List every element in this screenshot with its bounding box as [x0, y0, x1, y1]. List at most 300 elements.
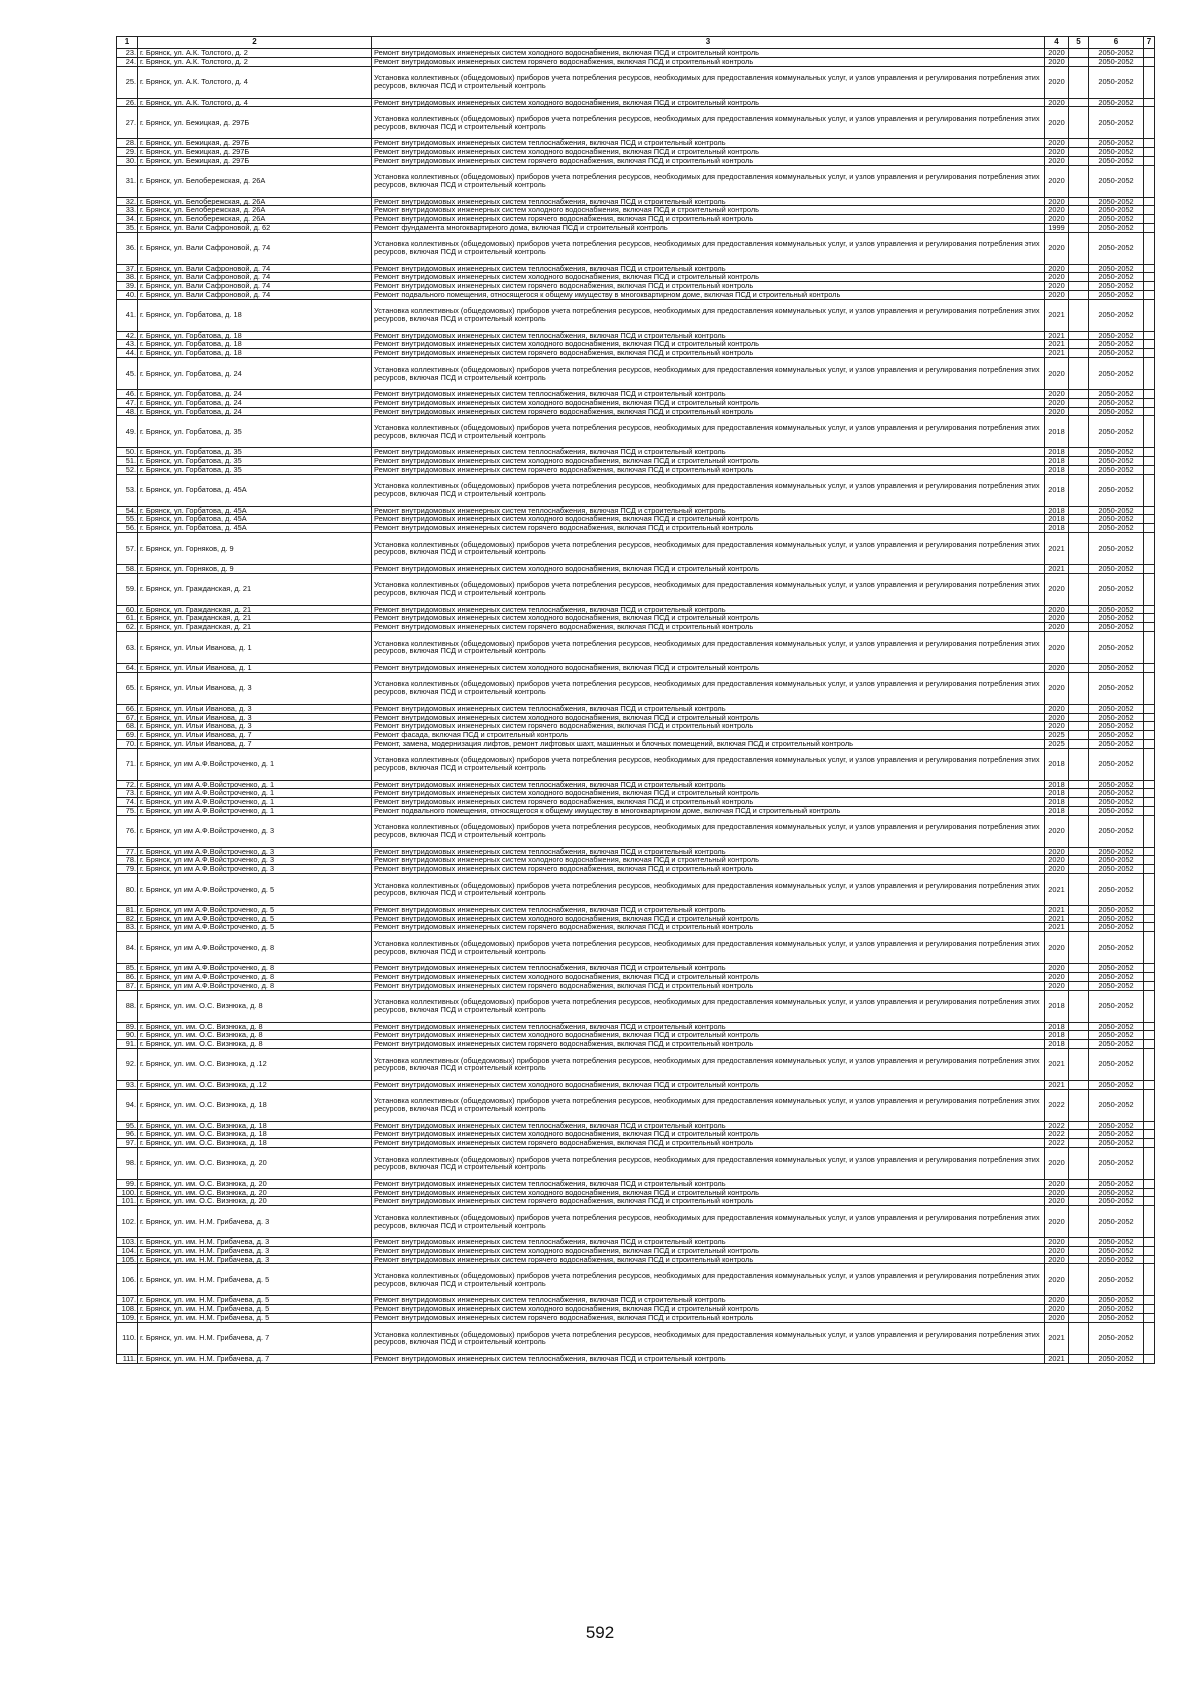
col-5-empty	[1069, 232, 1089, 264]
col-5-empty	[1069, 873, 1089, 905]
col-7-empty	[1144, 206, 1155, 215]
table-row	[117, 1255, 1155, 1264]
col-5-empty	[1069, 156, 1089, 165]
table-row	[117, 66, 1155, 98]
col-5-empty	[1069, 398, 1089, 407]
work-description: Ремонт внутридомовых инженерных систем холодного водоснабжения, включая ПСД и строительный контроль	[372, 148, 1045, 157]
row-number: 60.	[117, 605, 138, 614]
col-7-empty	[1144, 1322, 1155, 1354]
col-7-empty	[1144, 532, 1155, 564]
col-5-empty	[1069, 990, 1089, 1022]
header-cell-5: 5	[1069, 37, 1089, 49]
work-description: Установка коллективных (общедомовых) приборов учета потребления ресурсов, необходимых для предоставления коммунальных услуг, и узлов управления и регулирования потребления этих ресурсов, включая ПСД и строительный контроль	[372, 631, 1045, 663]
address: г. Брянск, ул. им. О.С. Визнюка, д. 18	[138, 1139, 372, 1148]
col-5-empty	[1069, 299, 1089, 331]
row-number: 31.	[117, 165, 138, 197]
col-5-empty	[1069, 107, 1089, 139]
col-5-empty	[1069, 856, 1089, 865]
year-built: 2020	[1045, 407, 1069, 416]
address: г. Брянск, ул. Горняков, д. 9	[138, 564, 372, 573]
year-built: 2020	[1045, 605, 1069, 614]
year-built: 2018	[1045, 416, 1069, 448]
col-7-empty	[1144, 722, 1155, 731]
work-description: Установка коллективных (общедомовых) приборов учета потребления ресурсов, необходимых для предоставления коммунальных услуг, и узлов управления и регулирования потребления этих ресурсов, включая ПСД и строительный контроль	[372, 873, 1045, 905]
year-built: 2020	[1045, 631, 1069, 663]
col-7-empty	[1144, 1022, 1155, 1031]
planned-period: 2050-2052	[1089, 780, 1144, 789]
table-row	[117, 197, 1155, 206]
work-description: Установка коллективных (общедомовых) приборов учета потребления ресурсов, необходимых для предоставления коммунальных услуг, и узлов управления и регулирования потребления этих ресурсов, включая ПСД и строительный контроль	[372, 474, 1045, 506]
header-cell-2: 2	[138, 37, 372, 49]
table-row	[117, 1089, 1155, 1121]
table-row	[117, 215, 1155, 224]
table-row	[117, 340, 1155, 349]
work-description: Установка коллективных (общедомовых) приборов учета потребления ресурсов, необходимых для предоставления коммунальных услуг, и узлов управления и регулирования потребления этих ресурсов, включая ПСД и строительный контроль	[372, 1206, 1045, 1238]
row-number: 44.	[117, 349, 138, 358]
row-number: 77.	[117, 847, 138, 856]
col-5-empty	[1069, 739, 1089, 748]
col-7-empty	[1144, 914, 1155, 923]
table-row	[117, 614, 1155, 623]
row-number: 53.	[117, 474, 138, 506]
col-7-empty	[1144, 964, 1155, 973]
year-built: 2020	[1045, 623, 1069, 632]
table-row	[117, 806, 1155, 815]
col-7-empty	[1144, 506, 1155, 515]
address: г. Брянск, ул. Ильи Иванова, д. 7	[138, 739, 372, 748]
row-number: 80.	[117, 873, 138, 905]
address: г. Брянск, ул. им. Н.М. Грибачева, д. 3	[138, 1255, 372, 1264]
planned-period: 2050-2052	[1089, 873, 1144, 905]
table-row	[117, 932, 1155, 964]
col-7-empty	[1144, 1188, 1155, 1197]
col-7-empty	[1144, 1238, 1155, 1247]
row-number: 57.	[117, 532, 138, 564]
year-built: 2020	[1045, 964, 1069, 973]
col-7-empty	[1144, 981, 1155, 990]
col-5-empty	[1069, 1314, 1089, 1323]
table-row	[117, 290, 1155, 299]
col-7-empty	[1144, 573, 1155, 605]
address: г. Брянск, ул. Ильи Иванова, д. 3	[138, 672, 372, 704]
col-5-empty	[1069, 331, 1089, 340]
row-number: 41.	[117, 299, 138, 331]
col-5-empty	[1069, 282, 1089, 291]
planned-period: 2050-2052	[1089, 1305, 1144, 1314]
planned-period: 2050-2052	[1089, 1206, 1144, 1238]
address: г. Брянск, ул. Ильи Иванова, д. 1	[138, 631, 372, 663]
planned-period: 2050-2052	[1089, 722, 1144, 731]
table-row	[117, 981, 1155, 990]
year-built: 2020	[1045, 273, 1069, 282]
planned-period: 2050-2052	[1089, 573, 1144, 605]
planned-period: 2050-2052	[1089, 1130, 1144, 1139]
address: г. Брянск, ул. Вали Сафроновой, д. 74	[138, 273, 372, 282]
work-description: Установка коллективных (общедомовых) приборов учета потребления ресурсов, необходимых для предоставления коммунальных услуг, и узлов управления и регулирования потребления этих ресурсов, включая ПСД и строительный контроль	[372, 299, 1045, 331]
work-description: Ремонт внутридомовых инженерных систем холодного водоснабжения, включая ПСД и строительный контроль	[372, 614, 1045, 623]
col-5-empty	[1069, 1354, 1089, 1363]
address: г. Брянск, ул. Горбатова, д. 45А	[138, 515, 372, 524]
col-7-empty	[1144, 1080, 1155, 1089]
work-description: Ремонт внутридомовых инженерных систем горячего водоснабжения, включая ПСД и строительный контроль	[372, 798, 1045, 807]
year-built: 2018	[1045, 506, 1069, 515]
work-description: Установка коллективных (общедомовых) приборов учета потребления ресурсов, необходимых для предоставления коммунальных услуг, и узлов управления и регулирования потребления этих ресурсов, включая ПСД и строительный контроль	[372, 416, 1045, 448]
planned-period: 2050-2052	[1089, 847, 1144, 856]
col-7-empty	[1144, 223, 1155, 232]
row-number: 29.	[117, 148, 138, 157]
table-row	[117, 1139, 1155, 1148]
work-description: Ремонт внутридомовых инженерных систем теплоснабжения, включая ПСД и строительный контроль	[372, 1238, 1045, 1247]
row-number: 84.	[117, 932, 138, 964]
address: г. Брянск, ул. Вали Сафроновой, д. 74	[138, 264, 372, 273]
year-built: 2020	[1045, 847, 1069, 856]
planned-period: 2050-2052	[1089, 739, 1144, 748]
table-body	[117, 37, 1155, 1364]
planned-period: 2050-2052	[1089, 223, 1144, 232]
planned-period: 2050-2052	[1089, 1238, 1144, 1247]
address: г. Брянск, ул. им. О.С. Визнюка, д. 18	[138, 1121, 372, 1130]
planned-period: 2050-2052	[1089, 340, 1144, 349]
work-description: Ремонт внутридомовых инженерных систем теплоснабжения, включая ПСД и строительный контроль	[372, 506, 1045, 515]
row-number: 69.	[117, 731, 138, 740]
col-7-empty	[1144, 448, 1155, 457]
year-built: 2020	[1045, 1314, 1069, 1323]
address: г. Брянск, ул им А.Ф.Войстроченко, д. 5	[138, 923, 372, 932]
row-number: 91.	[117, 1040, 138, 1049]
col-7-empty	[1144, 349, 1155, 358]
row-number: 45.	[117, 358, 138, 390]
col-5-empty	[1069, 1255, 1089, 1264]
work-description: Ремонт внутридомовых инженерных систем холодного водоснабжения, включая ПСД и строительный контроль	[372, 914, 1045, 923]
year-built: 2020	[1045, 1296, 1069, 1305]
year-built: 2022	[1045, 1130, 1069, 1139]
address: г. Брянск, ул. им. О.С. Визнюка, д. 8	[138, 1022, 372, 1031]
work-description: Ремонт внутридомовых инженерных систем холодного водоснабжения, включая ПСД и строительный контроль	[372, 206, 1045, 215]
year-built: 2020	[1045, 215, 1069, 224]
col-7-empty	[1144, 564, 1155, 573]
year-built: 2021	[1045, 1322, 1069, 1354]
address: г. Брянск, ул. Белобережская, д. 26А	[138, 215, 372, 224]
address: г. Брянск, ул. Вали Сафроновой, д. 74	[138, 290, 372, 299]
work-description: Ремонт внутридомовых инженерных систем холодного водоснабжения, включая ПСД и строительный контроль	[372, 49, 1045, 58]
row-number: 58.	[117, 564, 138, 573]
year-built: 1999	[1045, 223, 1069, 232]
planned-period: 2050-2052	[1089, 1048, 1144, 1080]
planned-period: 2050-2052	[1089, 465, 1144, 474]
col-5-empty	[1069, 506, 1089, 515]
address: г. Брянск, ул. Ильи Иванова, д. 3	[138, 722, 372, 731]
year-built: 2020	[1045, 358, 1069, 390]
row-number: 43.	[117, 340, 138, 349]
planned-period: 2050-2052	[1089, 1314, 1144, 1323]
planned-period: 2050-2052	[1089, 290, 1144, 299]
table-row	[117, 448, 1155, 457]
row-number: 90.	[117, 1031, 138, 1040]
col-7-empty	[1144, 1139, 1155, 1148]
col-7-empty	[1144, 474, 1155, 506]
col-5-empty	[1069, 1147, 1089, 1179]
col-5-empty	[1069, 1188, 1089, 1197]
table-row	[117, 865, 1155, 874]
address: г. Брянск, ул. им. Н.М. Грибачева, д. 3	[138, 1246, 372, 1255]
work-description: Ремонт внутридомовых инженерных систем горячего водоснабжения, включая ПСД и строительный контроль	[372, 1255, 1045, 1264]
address: г. Брянск, ул. им. О.С. Визнюка, д .12	[138, 1080, 372, 1089]
table-row	[117, 815, 1155, 847]
col-7-empty	[1144, 731, 1155, 740]
planned-period: 2050-2052	[1089, 981, 1144, 990]
planned-period: 2050-2052	[1089, 798, 1144, 807]
table-row	[117, 873, 1155, 905]
year-built: 2018	[1045, 798, 1069, 807]
year-built: 2020	[1045, 57, 1069, 66]
col-5-empty	[1069, 573, 1089, 605]
row-number: 82.	[117, 914, 138, 923]
address: г. Брянск, ул им А.Ф.Войстроченко, д. 8	[138, 972, 372, 981]
address: г. Брянск, ул. Бежицкая, д. 297Б	[138, 139, 372, 148]
year-built: 2021	[1045, 532, 1069, 564]
address: г. Брянск, ул им А.Ф.Войстроченко, д. 1	[138, 780, 372, 789]
table-row	[117, 631, 1155, 663]
table-row	[117, 1121, 1155, 1130]
address: г. Брянск, ул. Бежицкая, д. 297Б	[138, 148, 372, 157]
address: г. Брянск, ул. Ильи Иванова, д. 3	[138, 704, 372, 713]
address: г. Брянск, ул. Горбатова, д. 18	[138, 299, 372, 331]
address: г. Брянск, ул. Горбатова, д. 24	[138, 390, 372, 399]
header-cell-7: 7	[1144, 37, 1155, 49]
col-5-empty	[1069, 515, 1089, 524]
year-built: 2018	[1045, 1031, 1069, 1040]
table-row	[117, 349, 1155, 358]
col-5-empty	[1069, 264, 1089, 273]
address: г. Брянск, ул. Горбатова, д. 18	[138, 349, 372, 358]
planned-period: 2050-2052	[1089, 1197, 1144, 1206]
row-number: 48.	[117, 407, 138, 416]
col-7-empty	[1144, 1121, 1155, 1130]
address: г. Брянск, ул. Горбатова, д. 35	[138, 448, 372, 457]
address: г. Брянск, ул им А.Ф.Войстроченко, д. 3	[138, 856, 372, 865]
row-number: 94.	[117, 1089, 138, 1121]
col-5-empty	[1069, 49, 1089, 58]
col-7-empty	[1144, 1040, 1155, 1049]
col-5-empty	[1069, 905, 1089, 914]
year-built: 2020	[1045, 672, 1069, 704]
year-built: 2021	[1045, 923, 1069, 932]
col-7-empty	[1144, 905, 1155, 914]
year-built: 2018	[1045, 1022, 1069, 1031]
year-built: 2018	[1045, 474, 1069, 506]
row-number: 30.	[117, 156, 138, 165]
work-description: Ремонт внутридомовых инженерных систем холодного водоснабжения, включая ПСД и строительный контроль	[372, 340, 1045, 349]
address: г. Брянск, ул. им. Н.М. Грибачева, д. 3	[138, 1206, 372, 1238]
year-built: 2020	[1045, 865, 1069, 874]
address: г. Брянск, ул. им. Н.М. Грибачева, д. 5	[138, 1296, 372, 1305]
table-row	[117, 990, 1155, 1022]
row-number: 86.	[117, 972, 138, 981]
planned-period: 2050-2052	[1089, 1188, 1144, 1197]
address: г. Брянск, ул. им. Н.М. Грибачева, д. 5	[138, 1264, 372, 1296]
work-description: Ремонт внутридомовых инженерных систем теплоснабжения, включая ПСД и строительный контроль	[372, 139, 1045, 148]
address: г. Брянск, ул. Горбатова, д. 35	[138, 465, 372, 474]
col-5-empty	[1069, 932, 1089, 964]
year-built: 2022	[1045, 1121, 1069, 1130]
address: г. Брянск, ул. А.К. Толстого, д. 4	[138, 66, 372, 98]
work-description: Ремонт внутридомовых инженерных систем холодного водоснабжения, включая ПСД и строительный контроль	[372, 398, 1045, 407]
work-description: Ремонт внутридомовых инженерных систем горячего водоснабжения, включая ПСД и строительный контроль	[372, 349, 1045, 358]
address: г. Брянск, ул. Вали Сафроновой, д. 74	[138, 232, 372, 264]
col-5-empty	[1069, 165, 1089, 197]
col-5-empty	[1069, 148, 1089, 157]
row-number: 106.	[117, 1264, 138, 1296]
year-built: 2020	[1045, 98, 1069, 107]
year-built: 2020	[1045, 148, 1069, 157]
planned-period: 2050-2052	[1089, 49, 1144, 58]
col-5-empty	[1069, 631, 1089, 663]
col-5-empty	[1069, 448, 1089, 457]
col-5-empty	[1069, 1206, 1089, 1238]
address: г. Брянск, ул. им. Н.М. Грибачева, д. 5	[138, 1305, 372, 1314]
year-built: 2020	[1045, 1255, 1069, 1264]
year-built: 2020	[1045, 206, 1069, 215]
col-7-empty	[1144, 457, 1155, 466]
table-row	[117, 1197, 1155, 1206]
row-number: 107.	[117, 1296, 138, 1305]
work-description: Ремонт внутридомовых инженерных систем теплоснабжения, включая ПСД и строительный контроль	[372, 704, 1045, 713]
year-built: 2025	[1045, 731, 1069, 740]
address: г. Брянск, ул. Горняков, д. 9	[138, 532, 372, 564]
planned-period: 2050-2052	[1089, 66, 1144, 98]
table-row	[117, 905, 1155, 914]
row-number: 39.	[117, 282, 138, 291]
row-number: 25.	[117, 66, 138, 98]
col-5-empty	[1069, 524, 1089, 533]
col-5-empty	[1069, 1031, 1089, 1040]
work-description: Ремонт внутридомовых инженерных систем холодного водоснабжения, включая ПСД и строительный контроль	[372, 789, 1045, 798]
year-built: 2021	[1045, 905, 1069, 914]
col-5-empty	[1069, 1305, 1089, 1314]
row-number: 73.	[117, 789, 138, 798]
row-number: 66.	[117, 704, 138, 713]
address: г. Брянск, ул. им. О.С. Визнюка, д. 20	[138, 1197, 372, 1206]
row-number: 26.	[117, 98, 138, 107]
work-description: Ремонт внутридомовых инженерных систем холодного водоснабжения, включая ПСД и строительный контроль	[372, 1031, 1045, 1040]
address: г. Брянск, ул. Бежицкая, д. 297Б	[138, 156, 372, 165]
table-row	[117, 532, 1155, 564]
col-5-empty	[1069, 847, 1089, 856]
year-built: 2020	[1045, 1305, 1069, 1314]
address: г. Брянск, ул. им. О.С. Визнюка, д. 8	[138, 990, 372, 1022]
year-built: 2020	[1045, 264, 1069, 273]
table-row	[117, 1322, 1155, 1354]
col-5-empty	[1069, 923, 1089, 932]
col-5-empty	[1069, 215, 1089, 224]
year-built: 2020	[1045, 1206, 1069, 1238]
works-table	[116, 36, 1155, 1364]
row-number: 62.	[117, 623, 138, 632]
col-5-empty	[1069, 1139, 1089, 1148]
col-7-empty	[1144, 139, 1155, 148]
col-7-empty	[1144, 780, 1155, 789]
row-number: 70.	[117, 739, 138, 748]
year-built: 2018	[1045, 990, 1069, 1022]
address: г. Брянск, ул. им. Н.М. Грибачева, д. 7	[138, 1322, 372, 1354]
address: г. Брянск, ул. Гражданская, д. 21	[138, 614, 372, 623]
col-7-empty	[1144, 407, 1155, 416]
col-7-empty	[1144, 49, 1155, 58]
planned-period: 2050-2052	[1089, 748, 1144, 780]
row-number: 51.	[117, 457, 138, 466]
year-built: 2018	[1045, 524, 1069, 533]
work-description: Ремонт, замена, модернизация лифтов, ремонт лифтовых шахт, машинных и блочных помещений, включая ПСД и строительный контроль	[372, 739, 1045, 748]
col-5-empty	[1069, 1246, 1089, 1255]
row-number: 109.	[117, 1314, 138, 1323]
work-description: Ремонт внутридомовых инженерных систем холодного водоснабжения, включая ПСД и строительный контроль	[372, 457, 1045, 466]
table-row	[117, 731, 1155, 740]
table-row	[117, 1296, 1155, 1305]
year-built: 2018	[1045, 465, 1069, 474]
table-row	[117, 232, 1155, 264]
year-built: 2020	[1045, 972, 1069, 981]
year-built: 2020	[1045, 663, 1069, 672]
col-7-empty	[1144, 197, 1155, 206]
planned-period: 2050-2052	[1089, 148, 1144, 157]
table-row	[117, 515, 1155, 524]
address: г. Брянск, ул им А.Ф.Войстроченко, д. 8	[138, 981, 372, 990]
row-number: 102.	[117, 1206, 138, 1238]
row-number: 36.	[117, 232, 138, 264]
work-description: Ремонт внутридомовых инженерных систем холодного водоснабжения, включая ПСД и строительный контроль	[372, 98, 1045, 107]
work-description: Установка коллективных (общедомовых) приборов учета потребления ресурсов, необходимых для предоставления коммунальных услуг, и узлов управления и регулирования потребления этих ресурсов, включая ПСД и строительный контроль	[372, 990, 1045, 1022]
col-5-empty	[1069, 532, 1089, 564]
col-7-empty	[1144, 1197, 1155, 1206]
address: г. Брянск, ул. Белобережская, д. 26А	[138, 165, 372, 197]
work-description: Установка коллективных (общедомовых) приборов учета потребления ресурсов, необходимых для предоставления коммунальных услуг, и узлов управления и регулирования потребления этих ресурсов, включая ПСД и строительный контроль	[372, 1264, 1045, 1296]
row-number: 42.	[117, 331, 138, 340]
planned-period: 2050-2052	[1089, 865, 1144, 874]
row-number: 56.	[117, 524, 138, 533]
work-description: Ремонт внутридомовых инженерных систем теплоснабжения, включая ПСД и строительный контроль	[372, 264, 1045, 273]
work-description: Ремонт внутридомовых инженерных систем горячего водоснабжения, включая ПСД и строительный контроль	[372, 1197, 1045, 1206]
row-number: 55.	[117, 515, 138, 524]
table-row	[117, 98, 1155, 107]
planned-period: 2050-2052	[1089, 273, 1144, 282]
work-description: Ремонт внутридомовых инженерных систем горячего водоснабжения, включая ПСД и строительный контроль	[372, 722, 1045, 731]
address: г. Брянск, ул. Горбатова, д. 45А	[138, 524, 372, 533]
address: г. Брянск, ул. Горбатова, д. 24	[138, 358, 372, 390]
col-5-empty	[1069, 1197, 1089, 1206]
col-7-empty	[1144, 1305, 1155, 1314]
table-row	[117, 1048, 1155, 1080]
address: г. Брянск, ул. Горбатова, д. 18	[138, 331, 372, 340]
planned-period: 2050-2052	[1089, 457, 1144, 466]
address: г. Брянск, ул. Горбатова, д. 18	[138, 340, 372, 349]
address: г. Брянск, ул им А.Ф.Войстроченко, д. 1	[138, 798, 372, 807]
col-5-empty	[1069, 798, 1089, 807]
row-number: 78.	[117, 856, 138, 865]
col-7-empty	[1144, 299, 1155, 331]
work-description: Ремонт внутридомовых инженерных систем холодного водоснабжения, включая ПСД и строительный контроль	[372, 713, 1045, 722]
row-number: 54.	[117, 506, 138, 515]
table-row	[117, 605, 1155, 614]
work-description: Ремонт внутридомовых инженерных систем холодного водоснабжения, включая ПСД и строительный контроль	[372, 273, 1045, 282]
col-5-empty	[1069, 1040, 1089, 1049]
address: г. Брянск, ул. им. О.С. Визнюка, д. 20	[138, 1147, 372, 1179]
col-5-empty	[1069, 789, 1089, 798]
year-built: 2018	[1045, 806, 1069, 815]
row-number: 92.	[117, 1048, 138, 1080]
year-built: 2020	[1045, 614, 1069, 623]
work-description: Ремонт внутридомовых инженерных систем теплоснабжения, включая ПСД и строительный контроль	[372, 390, 1045, 399]
table-row	[117, 206, 1155, 215]
